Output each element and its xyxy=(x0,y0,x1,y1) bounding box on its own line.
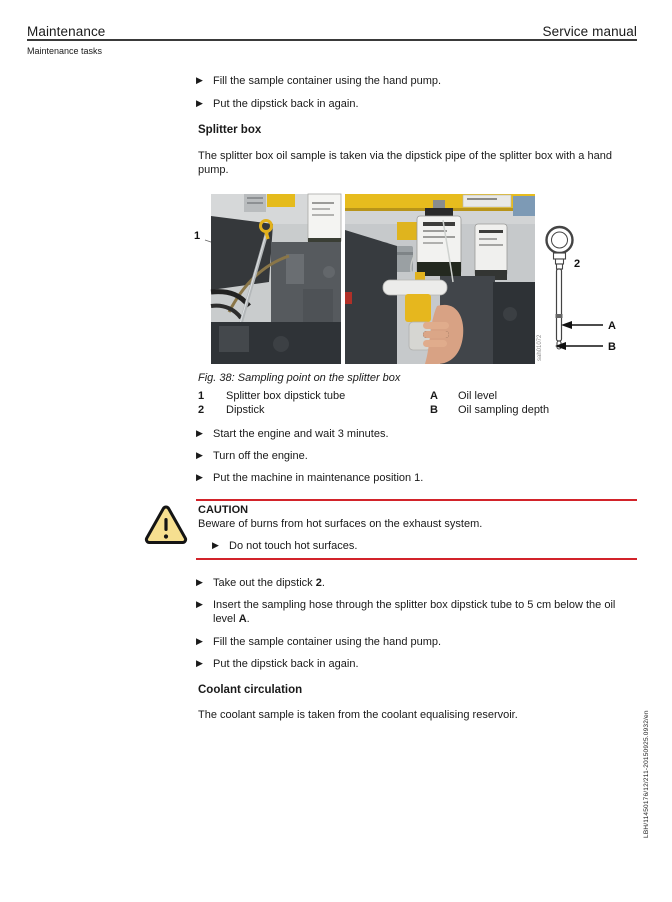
list-item xyxy=(196,74,639,88)
header-manual-title: Service manual xyxy=(542,24,637,39)
bullet-icon: ▶ xyxy=(196,472,203,482)
section-heading-splitter-box: Splitter box xyxy=(198,124,262,136)
step-text-segment: Insert the sampling hose through the splitter box dipstick tube to 5 cm below the oil level xyxy=(213,599,616,625)
legend-key-a: A xyxy=(430,390,438,402)
figure-graphic xyxy=(184,193,654,365)
arrow-a-label: A xyxy=(608,320,616,332)
legend-label-a: Oil level xyxy=(458,390,498,402)
list-item xyxy=(196,449,639,463)
bullet-icon: ▶ xyxy=(196,577,203,587)
caution-step-text: Do not touch hot surfaces. xyxy=(229,540,358,552)
bullet-icon: ▶ xyxy=(196,658,203,668)
step-text: Put the dipstick back in again. xyxy=(213,98,359,110)
step-text: Turn off the engine. xyxy=(213,450,308,462)
figure-callout-2-label: 2 xyxy=(574,258,581,270)
bullet-icon: ▶ xyxy=(196,75,203,85)
document-id-vertical-text: LBH/11450176/12/211-20150925.0932/en xyxy=(643,710,650,838)
legend-label-1: Splitter box dipstick tube xyxy=(226,390,346,402)
step-text-segment: Take out the dipstick xyxy=(213,577,316,589)
step-text: Start the engine and wait 3 minutes. xyxy=(213,428,389,440)
bullet-icon: ▶ xyxy=(196,98,203,108)
coolant-body-text: The coolant sample is taken from the coolant equalising reservoir. xyxy=(198,709,518,721)
legend-key-1: 1 xyxy=(198,390,205,402)
step-text-segment: . xyxy=(246,613,250,625)
photo-code-vertical-text: sah01072 xyxy=(537,334,543,361)
photo-hand-pump-sampling xyxy=(345,194,535,364)
dipstick-diagram xyxy=(547,227,617,353)
bullet-icon: ▶ xyxy=(196,450,203,460)
step-text: Put the machine in maintenance position 1. xyxy=(213,472,424,484)
list-item xyxy=(196,657,639,671)
step-text: Fill the sample container using the hand pump. xyxy=(213,636,442,648)
photo-splitter-box-dipstick-tube xyxy=(211,194,341,364)
section-intro-text: The splitter box oil sample is taken via the dipstick pipe of the splitter box with a hand pump. xyxy=(198,150,612,176)
bullet-icon: ▶ xyxy=(196,636,203,646)
caution-top-rule xyxy=(196,499,637,501)
arrow-b-label: B xyxy=(608,341,616,353)
bullet-icon: ▶ xyxy=(196,599,203,609)
header-subtitle: Maintenance tasks xyxy=(27,46,103,56)
legend-key-b: B xyxy=(430,404,438,416)
step-text-bold-ref: 2 xyxy=(315,577,322,589)
bullet-icon: ▶ xyxy=(212,540,219,550)
figure-callout-1-label: 1 xyxy=(194,230,201,242)
legend-key-2: 2 xyxy=(198,404,205,416)
figure-caption: Fig. 38: Sampling point on the splitter box xyxy=(198,372,401,384)
arrow-a-head xyxy=(561,321,572,329)
legend-label-b: Oil sampling depth xyxy=(458,404,550,416)
list-item xyxy=(196,97,639,111)
bullet-icon: ▶ xyxy=(196,428,203,438)
step-text xyxy=(213,598,639,626)
step-text-segment: . xyxy=(321,577,325,589)
list-item xyxy=(212,539,637,553)
header-rule xyxy=(27,39,637,41)
header-section-title: Maintenance xyxy=(27,24,106,39)
caution-title: CAUTION xyxy=(198,504,249,516)
caution-body: Beware of burns from hot surfaces on the exhaust system. xyxy=(198,518,483,530)
list-item xyxy=(196,576,639,590)
list-item xyxy=(196,635,639,649)
section-heading-coolant-circulation: Coolant circulation xyxy=(198,684,303,696)
list-item xyxy=(196,471,639,485)
step-text xyxy=(213,576,325,590)
step-text-bold-ref: A xyxy=(238,613,247,625)
step-text: Fill the sample container using the hand pump. xyxy=(213,75,442,87)
list-item xyxy=(196,598,641,626)
caution-bottom-rule xyxy=(196,558,637,560)
step-text: Put the dipstick back in again. xyxy=(213,658,359,670)
warning-triangle-icon xyxy=(144,505,188,545)
figure-sampling-point xyxy=(184,193,654,365)
list-item xyxy=(196,427,639,441)
legend-label-2: Dipstick xyxy=(226,404,265,416)
